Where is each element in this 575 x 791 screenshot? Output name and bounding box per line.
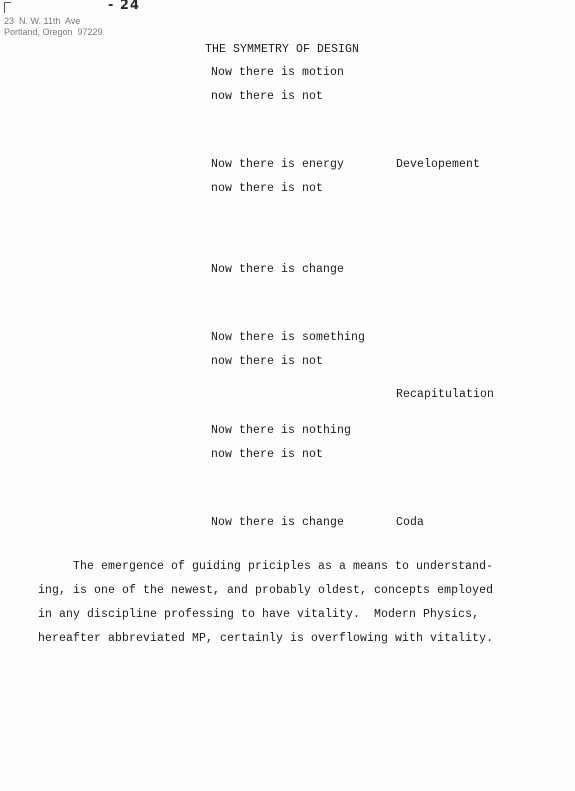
poem-line: Now there is nothing	[211, 424, 352, 437]
poem-line: now there is not	[211, 448, 324, 461]
poem-line: Now there is change	[211, 516, 345, 529]
document-title: THE SYMMETRY OF DESIGN	[205, 43, 360, 56]
poem-line: Now there is motion	[211, 66, 345, 79]
stamp-address-line: 23 N. W. 11th Ave	[4, 16, 81, 26]
poem-line: Now there is something	[211, 331, 366, 344]
paragraph-line: in any discipline professing to have vitality. Modern Physics,	[38, 608, 480, 621]
section-label-development: Developement	[396, 158, 481, 171]
poem-line: Now there is energy	[211, 158, 345, 171]
section-label-coda: Coda	[396, 516, 425, 529]
poem-line: now there is not	[211, 90, 324, 103]
body-paragraph	[38, 555, 558, 651]
section-label-recapitulation: Recapitulation	[396, 388, 495, 401]
paragraph-line: ing, is one of the newest, and probably oldest, concepts employed	[38, 584, 494, 597]
paragraph-line: hereafter abbreviated MP, certainly is overflowing with vitality.	[38, 632, 494, 645]
poem-line: now there is not	[211, 182, 324, 195]
stamp-city-line: Portland, Oregon 97229	[4, 27, 103, 37]
handwritten-page-number: - 24	[108, 0, 141, 13]
poem-line: now there is not	[211, 355, 324, 368]
poem-line: Now there is change	[211, 263, 345, 276]
corner-mark	[4, 2, 11, 13]
paragraph-line: The emergence of guiding priciples as a means to understand-	[38, 560, 494, 573]
